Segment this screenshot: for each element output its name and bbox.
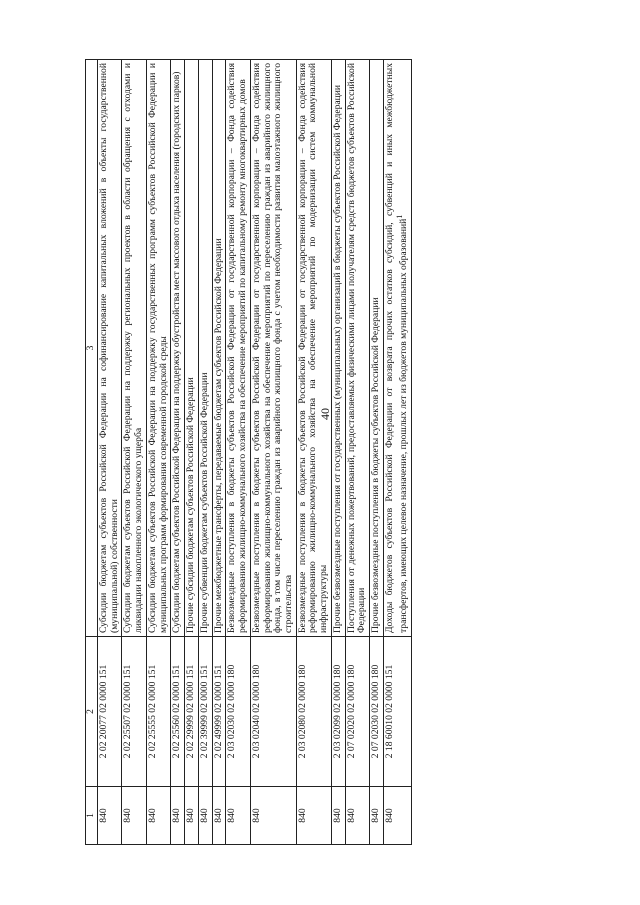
revenue-code-cell: 2 02 25507 02 0000 151 — [122, 637, 146, 787]
admin-code-cell: 840 — [198, 787, 212, 845]
revenue-code-cell: 2 02 49999 02 0000 151 — [212, 637, 226, 787]
admin-code-cell: 840 — [250, 787, 296, 845]
header-col-3: 3 — [86, 60, 98, 637]
revenue-description-cell: Прочие межбюджетные трансферты, передаваемые бюджетам субъектов Российской Федерации — [212, 60, 226, 637]
revenue-description-cell: Прочие безвозмездные поступления от государственных (муниципальных) организаций в бюджеты субъектов Российской Федерации — [331, 60, 345, 637]
revenue-code-cell: 2 02 25560 02 0000 151 — [171, 637, 185, 787]
revenue-code-cell: 2 02 29999 02 0000 151 — [185, 637, 199, 787]
table-row — [370, 60, 384, 845]
admin-code-cell: 840 — [212, 787, 226, 845]
revenue-description-cell: Безвозмездные поступления в бюджеты субъектов Российской Федерации от государственной корпорации – Фонда содействия реформированию жилищно-коммунального хозяйства на обеспечение мероприятий по капитальному ремонту многоквартирных домов — [226, 60, 250, 637]
table-row — [383, 60, 411, 845]
revenue-description-cell: Прочие субсидии бюджетам субъектов Российской Федерации — [185, 60, 199, 637]
admin-code-cell: 840 — [370, 787, 384, 845]
admin-code-cell: 840 — [122, 787, 146, 845]
table-row — [250, 60, 296, 845]
footnote-marker: 1 — [394, 214, 404, 219]
table-row — [212, 60, 226, 845]
header-col-2: 2 — [86, 637, 98, 787]
page-number: 40 — [318, 408, 332, 420]
admin-code-cell: 840 — [226, 787, 250, 845]
table-row — [122, 60, 146, 845]
table-row — [185, 60, 199, 845]
table-wrapper — [85, 60, 640, 845]
table-row — [226, 60, 250, 845]
revenue-description-cell: Поступления от денежных пожертвований, предоставляемых физическими лицами получателям средств бюджетов субъектов Российской Федерации — [345, 60, 369, 637]
admin-code-cell: 840 — [345, 787, 369, 845]
table-row — [345, 60, 369, 845]
revenue-code-cell: 2 02 25555 02 0000 151 — [146, 637, 170, 787]
header-col-1: 1 — [86, 787, 98, 845]
revenue-description-cell: Субсидии бюджетам субъектов Российской Федерации на софинансирование капитальных вложений в объекты государственной (муниципальной) собственности — [98, 60, 122, 637]
revenue-description-cell: Субсидии бюджетам субъектов Российской Федерации на поддержку обустройства мест массового отдыха населения (городских парков) — [171, 60, 185, 637]
admin-code-cell: 840 — [185, 787, 199, 845]
revenue-description-cell: Субсидии бюджетам субъектов Российской Федерации на поддержку региональных проектов в области обращения с отходами и ликвидации накопленного экологического ущерба — [122, 60, 146, 637]
revenue-description-cell: Безвозмездные поступления в бюджеты субъектов Российской Федерации от государственной корпорации – Фонда содействия реформированию жилищно-коммунального хозяйства на обеспечение мероприятий по переселению граждан из аварийного жилищного фонда, в том числе переселению граждан из аварийного жилищного фонда с учетом необходимости развития малоэтажного жилищного строительства — [250, 60, 296, 637]
revenue-code-cell: 2 07 02030 02 0000 180 — [370, 637, 384, 787]
revenue-code-cell: 2 07 02020 02 0000 180 — [345, 637, 369, 787]
admin-code-cell: 840 — [296, 787, 331, 845]
revenue-code-cell: 2 03 02040 02 0000 180 — [250, 637, 296, 787]
table-row — [146, 60, 170, 845]
admin-code-cell: 840 — [171, 787, 185, 845]
revenue-code-cell: 2 03 02030 02 0000 180 — [226, 637, 250, 787]
revenue-code-cell: 2 02 20077 02 0000 151 — [98, 637, 122, 787]
revenue-codes-table — [85, 59, 412, 845]
revenue-code-cell: 2 02 39999 02 0000 151 — [198, 637, 212, 787]
revenue-description-text: Доходы бюджетов субъектов Российской Федерации от возврата прочих остатков субсидий, субвенций и иных межбюджетных трансфертов, имеющих целевое назначение, прошлых лет из бюджетов муниципальных образований — [383, 63, 409, 633]
admin-code-cell: 840 — [331, 787, 345, 845]
revenue-description-cell: Прочие безвозмездные поступления в бюджеты субъектов Российской Федерации — [370, 60, 384, 637]
revenue-code-cell: 2 03 02099 02 0000 180 — [331, 637, 345, 787]
admin-code-cell: 840 — [383, 787, 411, 845]
admin-code-cell: 840 — [146, 787, 170, 845]
revenue-description-cell: Безвозмездные поступления в бюджеты субъектов Российской Федерации от государственной корпорации – Фонда содействия реформированию жилищно-коммунального хозяйства на обеспечение мероприятий по модернизации систем коммунальной инфраструктуры — [296, 60, 331, 637]
table-row — [331, 60, 345, 845]
rotated-table-container — [85, 60, 545, 845]
table-header-row — [86, 60, 98, 845]
revenue-description-cell: Субсидии бюджетам субъектов Российской Федерации на поддержку государственных программ субъектов Российской Федерации и муниципальных программ формирования современной городской среды — [146, 60, 170, 637]
admin-code-cell: 840 — [98, 787, 122, 845]
table-row — [198, 60, 212, 845]
table-row — [296, 60, 331, 845]
revenue-description-cell: Прочие субвенции бюджетам субъектов Российской Федерации — [198, 60, 212, 637]
revenue-code-cell: 2 03 02080 02 0000 180 — [296, 637, 331, 787]
table-row — [98, 60, 122, 845]
revenue-code-cell: 2 18 60010 02 0000 151 — [383, 637, 411, 787]
revenue-description-cell — [383, 60, 411, 637]
table-row — [171, 60, 185, 845]
